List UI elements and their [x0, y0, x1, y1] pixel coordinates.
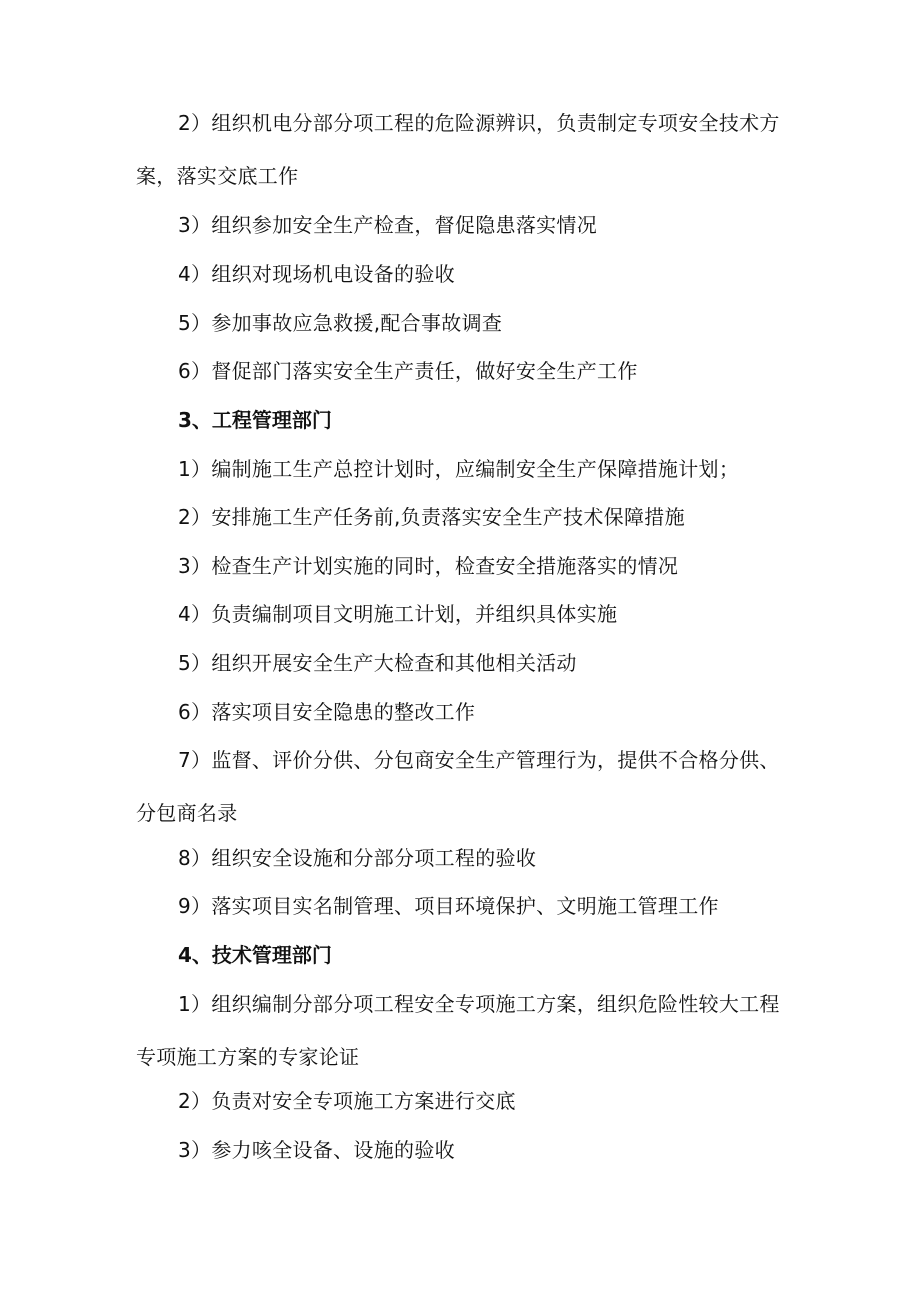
paragraph-electromech-3: 3）组织参加安全生产检查，督促隐患落实情况: [178, 213, 598, 237]
paragraph-engineering-8: 8）组织安全设施和分部分项工程的验收: [178, 846, 537, 870]
section-heading-technical: 4、技术管理部门: [178, 943, 332, 967]
paragraph-engineering-9: 9）落实项目实名制管理、项目环境保护、文明施工管理工作: [178, 894, 719, 918]
paragraph-technical-1: 1）组织编制分部分项工程安全专项施工方案，组织危险性较大工程专项施工方案的专家论证: [136, 992, 780, 1069]
paragraph-engineering-3: 3）检查生产计划实施的同时，检查安全措施落实的情况: [178, 554, 679, 578]
paragraph-electromech-2: 2）组织机电分部分项工程的危险源辨识，负责制定专项安全技术方案，落实交底工作: [136, 111, 780, 188]
paragraph-engineering-1: 1）编制施工生产总控计划时，应编制安全生产保障措施计划；: [178, 457, 740, 481]
paragraph-technical-2: 2）负责对安全专项施工方案进行交底: [178, 1089, 516, 1113]
paragraph-engineering-7: 7）监督、评价分供、分包商安全生产管理行为，提供不合格分供、分包商名录: [136, 748, 780, 825]
section-heading-engineering: 3、工程管理部门: [178, 408, 332, 432]
paragraph-engineering-4: 4）负责编制项目文明施工计划，并组织具体实施: [178, 602, 618, 626]
paragraph-engineering-5: 5）组织开展安全生产大检查和其他相关活动: [178, 651, 577, 675]
paragraph-technical-3: 3）参力咳全设备、设施的验收: [178, 1138, 455, 1162]
paragraph-engineering-2: 2）安排施工生产任务前,负责落实安全生产技术保障措施: [178, 505, 685, 529]
paragraph-engineering-6: 6）落实项目安全隐患的整改工作: [178, 700, 476, 724]
paragraph-electromech-6: 6）督促部门落实安全生产责任，做好安全生产工作: [178, 359, 638, 383]
paragraph-electromech-4: 4）组织对现场机电设备的验收: [178, 262, 455, 286]
paragraph-electromech-5: 5）参加事故应急救援,配合事故调查: [178, 311, 503, 335]
